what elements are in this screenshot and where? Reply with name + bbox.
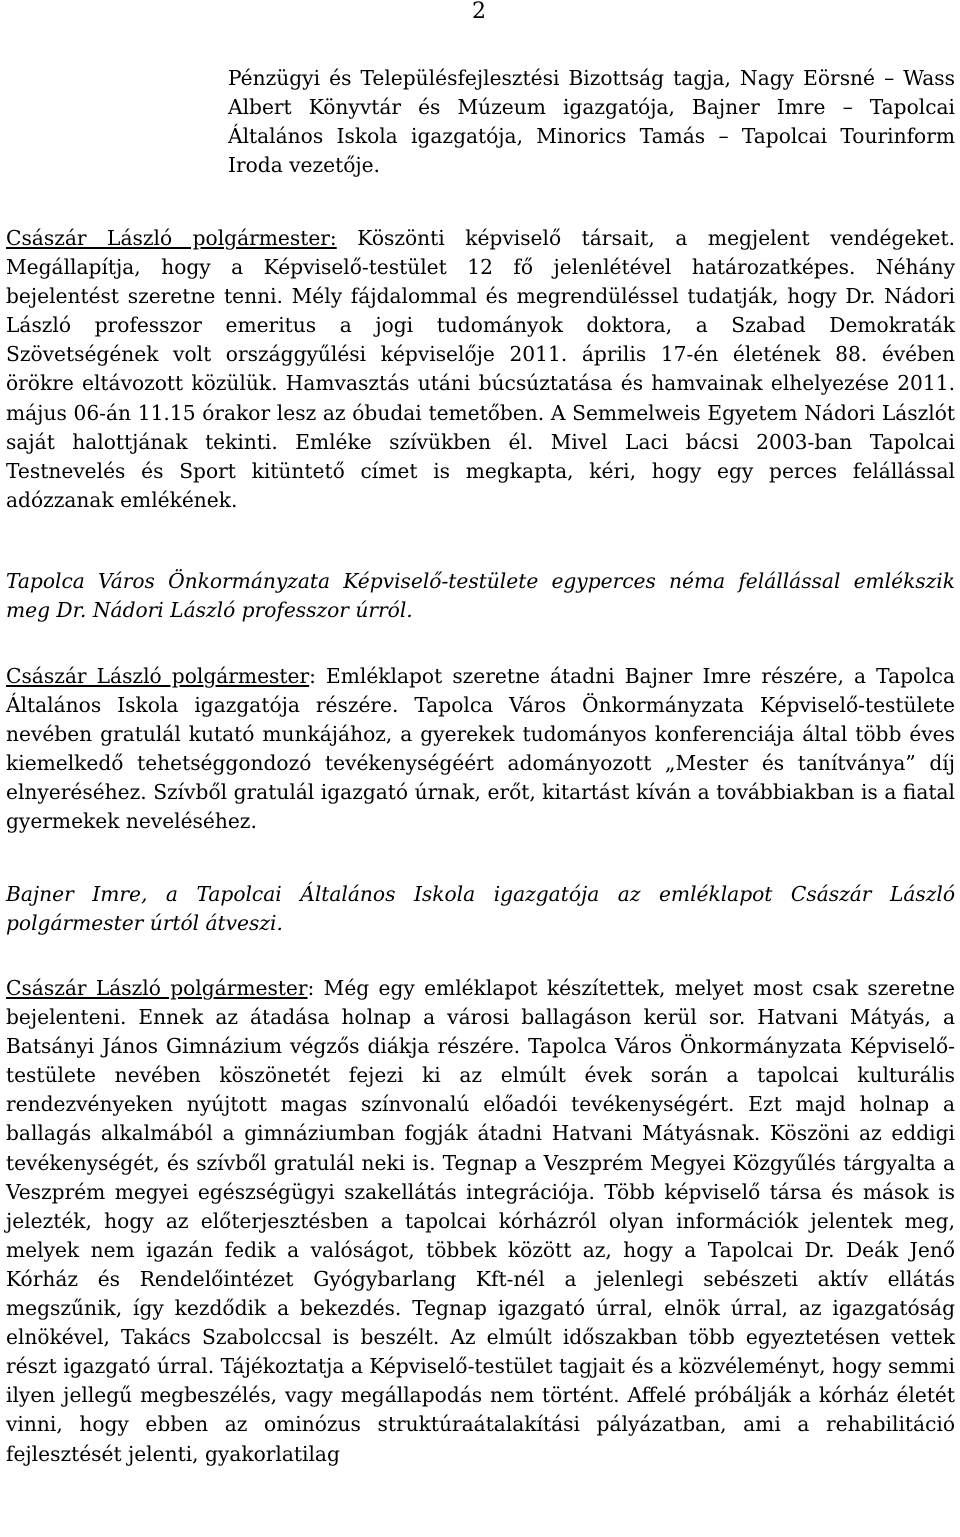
paragraph-text: Köszönti képviselő társait, a megjelent vendégeket. Megállapítja, hogy a Képviselő-testület 12 fő jelenlétével határozatképes. Néhány bejelentést szeretne tenni. Mély fájdalommal és megrendüléssel tudatják, hogy Dr. Nádori László professzor emeritus a jogi tudományok doktora, a Szabad Demokraták Szövetségének volt országgyűlési képviselője 2011. április 17-én életének 88. évében örökre eltávozott közülük. Hamvasztás utáni búcsúztatása és hamvainak elhelyezése 2011. május 06-án 11.15 órakor lesz az óbudai temetőben. A Semmelweis Egyetem Nádori Lászlót saját halottjának tekinti. Emléke szívükben él. Mivel Laci bácsi 2003-ban Tapolcai Testnevelés és Sport kitüntető címet is megkapta, kéri, hogy egy perces felállással adózzanak emlékének.: [6, 226, 955, 512]
mayor-announcement-paragraph: [6, 974, 955, 1469]
paragraph-text: : Még egy emléklapot készítettek, melyet most csak szeretne bejelenteni. Ennek az átadása holnap a városi ballagáson kerül sor. Hatvani Mátyás, a Batsányi János Gimnázium végzős diákja részére. Tapolca Város Önkormányzata Képviselő-testülete nevében köszönetét fejezi ki az elmúlt évek során a tapolcai kulturális rendezvényeken nyújtott magas színvonalú előadói tevékenységért. Ezt majd holnap a ballagás alkalmából a gimnáziumban fogják átadni Hatvani Mátyásnak. Köszöni az eddigi tevékenységét, és szívből gratulál neki is. Tegnap a Veszprém Megyei Közgyűlés tárgyalta a Veszprém megyei egészségügyi szakellátás integrációja. Több képviselő társa és mások is jelezték, hogy az előterjesztésben a tapolcai kórházról olyan információk jelentek meg, melyek nem igazán fedik a valóságot, többek között az, hogy a Tapolcai Dr. Deák Jenő Kórház és Rendelőintézet Gyógybarlang Kft-nél a jelenlegi sebészeti aktív ellátás megszűnik, így kezdődik a bekezdés. Tegnap igazgató úrral, elnök úrral, az igazgatóság elnökével, Takács Szabolccsal is beszélt. Az elmúlt időszakban több egyeztetésen vettek részt igazgató úrral. Tájékoztatja a Képviselő-testület tagjait és a közvéleményt, hogy semmi ilyen jellegű megbeszélés, vagy megállapodás nem történt. Affelé próbálják a kórház életét vinni, hogy ebben az ominózus struktúraátalakítási pályázatban, ami a rehabilitáció fejlesztését jelenti, gyakorlatilag: [6, 976, 955, 1466]
mayor-award-paragraph: [6, 662, 955, 837]
speaker-label: Császár László polgármester:: [6, 226, 337, 250]
mayor-opening-paragraph: [6, 224, 955, 515]
attendees-paragraph: [228, 64, 955, 180]
award-receipt-paragraph: [6, 880, 955, 938]
speaker-label: Császár László polgármester: [6, 976, 308, 1000]
paragraph-text: Pénzügyi és Településfejlesztési Bizottság tagja, Nagy Eörsné – Wass Albert Könyvtár és Múzeum igazgatója, Bajner Imre – Tapolcai Általános Iskola igazgatója, Minorics Tamás – Tapolcai Tourinform Iroda vezetője.: [228, 66, 955, 178]
minute-of-silence-paragraph: [6, 567, 955, 625]
paragraph-text: Tapolca Város Önkormányzata Képviselő-testülete egyperces néma felállással emlékszik meg Dr. Nádori László professzor úrról.: [6, 569, 955, 623]
paragraph-text: Bajner Imre, a Tapolcai Általános Iskola igazgatója az emléklapot Császár László polgármester úrtól átveszi.: [6, 882, 955, 936]
paragraph-text: : Emléklapot szeretne átadni Bajner Imre részére, a Tapolca Általános Iskola igazgatója részére. Tapolca Város Önkormányzata Képviselő-testülete nevében gratulál kutató munkájához, a gyerekek tudományos konferenciája által több éves kiemelkedő tehetséggondozó tevékenységéért adományozott „Mester és tanítványa” díj elnyeréséhez. Szívből gratulál igazgató úrnak, erőt, kitartást kíván a továbbiakban is a fiatal gyermekek neveléséhez.: [6, 664, 955, 834]
speaker-label: Császár László polgármester: [6, 664, 310, 688]
page-number: 2: [472, 0, 486, 24]
